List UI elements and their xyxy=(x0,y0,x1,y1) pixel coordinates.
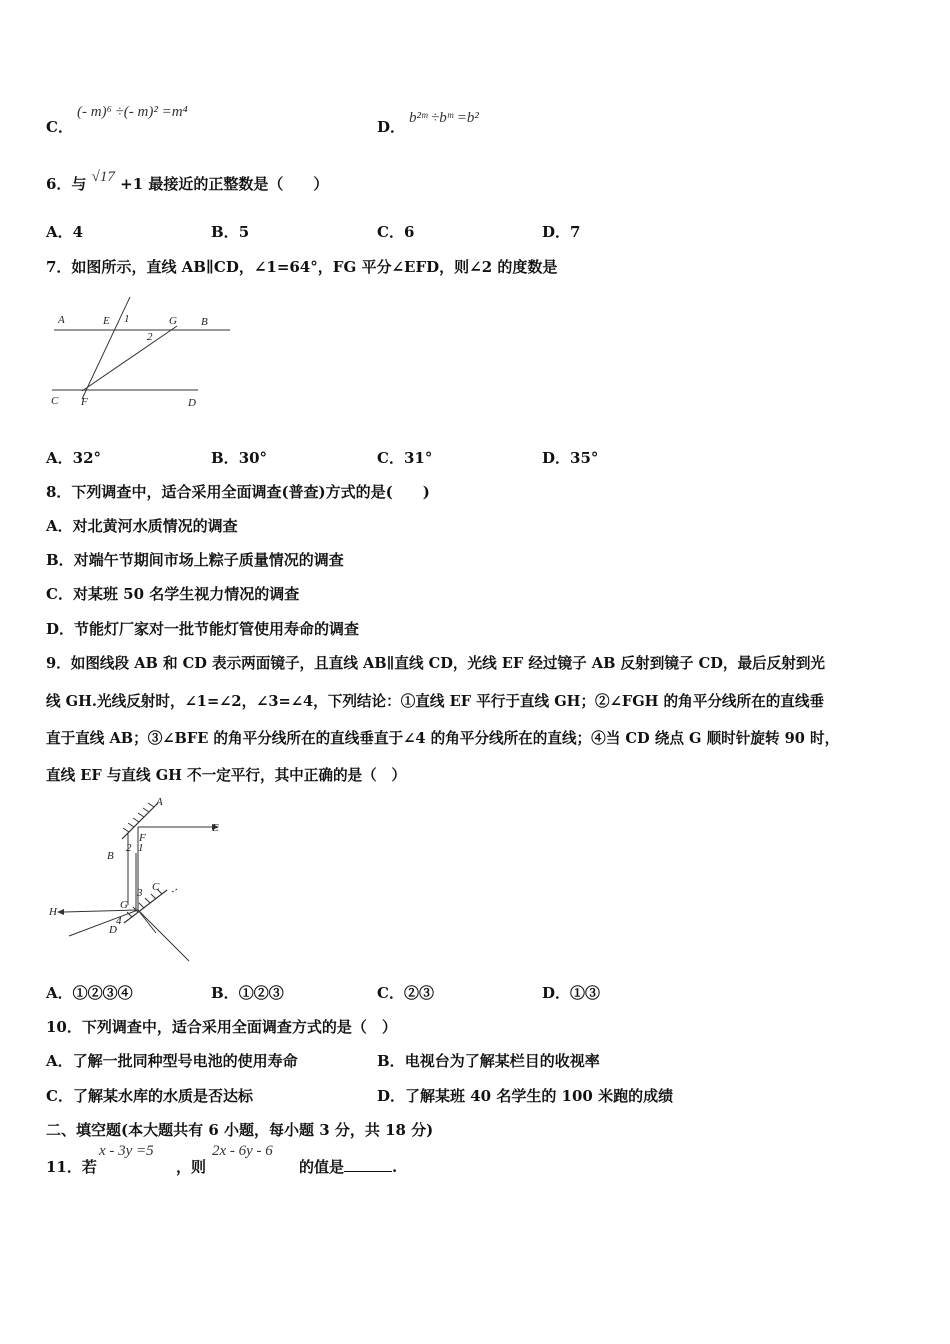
q6-radical: √17 xyxy=(91,169,115,185)
q7-label-g: G xyxy=(169,315,177,327)
q9-label-g: G xyxy=(120,899,128,911)
q9-label-b: B xyxy=(107,850,114,862)
q10-option-b: B．电视台为了解某栏目的收视率 xyxy=(377,1052,600,1070)
q9-stem-line-2: 线 GH.光线反射时，∠1=∠2，∠3=∠4，下列结论：①直线 EF 平行于直线 GH；②∠FGH 的角平分线所在的直线垂 xyxy=(46,693,825,710)
q9-label-1: 1 xyxy=(138,842,144,854)
q7-label-c: C xyxy=(51,395,59,407)
q11-answer-blank[interactable] xyxy=(344,1157,392,1172)
q6-option-a: A．4 xyxy=(46,223,84,241)
q6-stem-post: +1 最接近的正整数是（ ） xyxy=(120,175,329,193)
q6-option-d: D．7 xyxy=(542,223,581,241)
q8-option-c: C．对某班 50 名学生视力情况的调查 xyxy=(46,585,300,603)
q6-option-b: B．5 xyxy=(211,223,250,241)
q9-label-h: H xyxy=(49,906,57,918)
q9-label-a: A xyxy=(156,796,163,808)
q9-stem-line-4: 直线 EF 与直线 GH 不一定平行，其中正确的是（ ） xyxy=(46,767,406,784)
section2-heading: 二、填空题(本大题共有 6 小题，每小题 3 分，共 18 分) xyxy=(46,1121,434,1139)
q11-pre: 11．若 xyxy=(46,1158,97,1176)
q8-option-b: B．对端午节期间市场上粽子质量情况的调查 xyxy=(46,551,344,569)
q5-option-d-expr: b²ᵐ ÷bᵐ =b² xyxy=(409,110,479,126)
q7-option-b: B．30° xyxy=(211,449,268,467)
q8-option-a: A．对北黄河水质情况的调查 xyxy=(46,517,238,535)
q7-label-b: B xyxy=(201,316,208,328)
q7-stem: 7．如图所示，直线 AB∥CD，∠1=64°，FG 平分∠EFD，则∠2 的度数是 xyxy=(46,258,558,276)
q8-stem: 8．下列调查中，适合采用全面调查(普查)方式的是( ) xyxy=(46,483,430,501)
q9-option-d: D．①③ xyxy=(542,984,601,1002)
q11-condition: x - 3y =5 xyxy=(99,1143,154,1159)
q7-label-e: E xyxy=(103,315,110,327)
q10-stem: 10．下列调查中，适合采用全面调查方式的是（ ） xyxy=(46,1018,397,1036)
q9-label-f: F xyxy=(139,832,146,844)
q6-option-c: C．6 xyxy=(377,223,415,241)
q7-figure xyxy=(48,293,233,413)
q6-stem xyxy=(46,169,329,195)
q7-label-a: A xyxy=(58,314,65,326)
q9-label-2: 2 xyxy=(126,842,132,854)
q7-line-ef xyxy=(82,297,130,399)
q7-label-2: 2 xyxy=(147,331,153,343)
q6-stem-pre: 6．与 xyxy=(46,175,87,193)
q9-label-3: 3 xyxy=(137,887,143,899)
q9-option-a: A．①②③④ xyxy=(46,984,133,1002)
q7-option-c: C．31° xyxy=(377,449,433,467)
q9-figure xyxy=(44,793,234,968)
q9-stem-line-1: 9．如图线段 AB 和 CD 表示两面镜子，且直线 AB∥直线 CD，光线 EF 经过镜子 AB 反射到镜子 CD，最后反射到光 xyxy=(46,655,826,672)
q7-label-1: 1 xyxy=(124,313,130,325)
q9-label-e: E xyxy=(212,822,219,834)
q11-end: . xyxy=(392,1158,398,1176)
q9-label-c: C xyxy=(152,881,160,893)
q10-option-d: D．了解某班 40 名学生的 100 米跑的成绩 xyxy=(377,1087,674,1105)
q7-label-f: F xyxy=(81,396,88,408)
q10-option-c: C．了解某水库的水质是否达标 xyxy=(46,1087,253,1105)
q9-label-d: D xyxy=(109,924,117,936)
q10-option-a: A．了解一批同种型号电池的使用寿命 xyxy=(46,1052,298,1070)
q11-answer-line xyxy=(299,1156,397,1177)
q9-label-4: 4 xyxy=(116,915,122,927)
q9-option-c: C．②③ xyxy=(377,984,434,1002)
q11-mid: ，则 xyxy=(176,1158,207,1176)
q5-option-c-expr: (- m)⁶ ÷(- m)² =m⁴ xyxy=(77,104,188,120)
q11-post: 的值是 xyxy=(299,1158,345,1176)
q8-option-d: D．节能灯厂家对一批节能灯管使用寿命的调查 xyxy=(46,620,360,638)
q9-option-b: B．①②③ xyxy=(211,984,284,1002)
q7-line-fg xyxy=(82,326,177,391)
q5-option-d-label: D． xyxy=(377,118,406,136)
q5-option-c-label: C． xyxy=(46,118,73,136)
q7-option-d: D．35° xyxy=(542,449,599,467)
q9-stem-line-3: 直于直线 AB；③∠BFE 的角平分线所在的直线垂直于∠4 的角平分线所在的直线；④当 CD 绕点 G 顺时针旋转 90 时， xyxy=(46,730,840,747)
q11-expression: 2x - 6y - 6 xyxy=(212,1143,273,1159)
q7-option-a: A．32° xyxy=(46,449,102,467)
q7-label-d: D xyxy=(188,397,196,409)
